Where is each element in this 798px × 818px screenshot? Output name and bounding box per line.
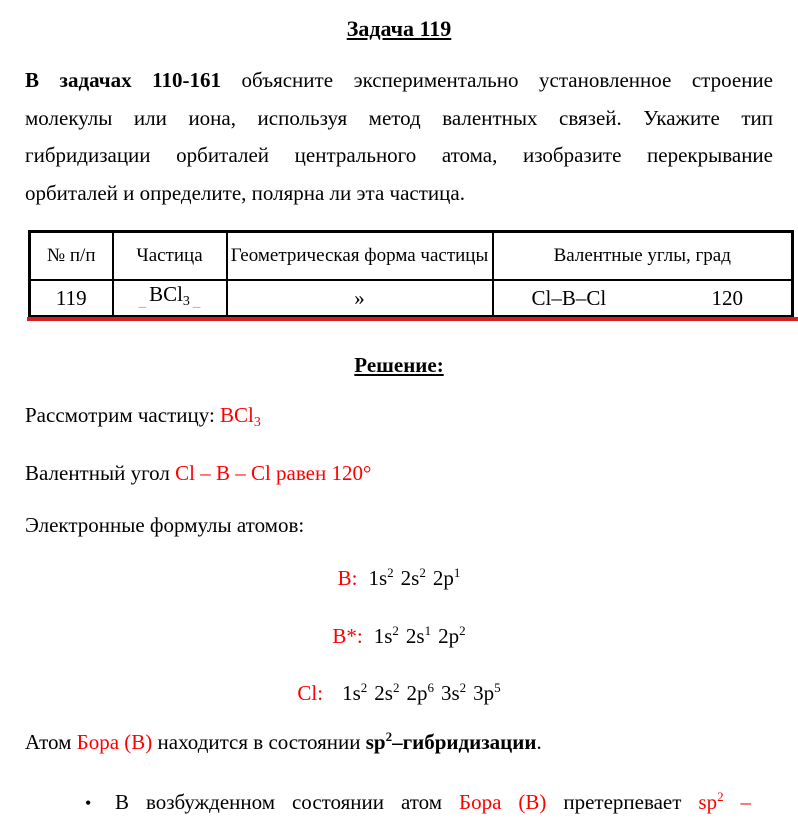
term-base: 3p [473, 680, 495, 705]
cell-particle [113, 280, 227, 317]
bullet-sp2-sup: 2 [717, 788, 724, 804]
term-sup: 2 [419, 564, 426, 580]
hybrid-type [366, 730, 537, 754]
hybrid-type-sup: 2 [385, 728, 393, 744]
term-base: 2p [406, 680, 428, 705]
col-header-shape: Геометрическая форма частицы [227, 232, 493, 280]
valence-angle-value: Cl – B – Cl равен 120° [175, 460, 372, 485]
hybrid-element: Бора (B) [76, 729, 153, 754]
intro-line-4: орбиталей и определите, полярна ли эта частица. [25, 180, 465, 205]
angle-bonds: Cl–B–Cl [531, 285, 607, 310]
term-base: 2s [374, 680, 393, 705]
col-header-num: № п/п [30, 232, 113, 280]
formula-term [374, 681, 399, 705]
formula-term [374, 624, 399, 648]
hybrid-pre: Атом [25, 729, 72, 754]
intro-line-1-rest: объясните экспериментально установленное строение [241, 68, 773, 92]
formula-term [406, 624, 431, 648]
table-header-row [30, 232, 793, 280]
term-sup: 2 [392, 679, 400, 695]
stray-mark-left: _ [138, 293, 147, 310]
term-base: 2p [438, 623, 460, 648]
term-sup: 6 [427, 679, 434, 695]
term-base: 2s [400, 565, 420, 590]
bullet-element: Бора (B) [459, 789, 547, 814]
consider-label: Рассмотрим частицу: [25, 402, 215, 427]
hybridization-line [25, 729, 773, 758]
formula-term [342, 681, 367, 705]
term-base: 1s [368, 565, 388, 590]
bullet-text-1: В возбужденном состоянии атом [115, 789, 443, 814]
task-table [28, 230, 794, 318]
term-base: 2s [405, 623, 425, 648]
intro-lead: В задачах 110-161 [25, 68, 221, 92]
solution-heading: Решение: [354, 352, 444, 377]
red-divider [27, 317, 798, 321]
electron-formula-b [25, 563, 773, 596]
formula-term [441, 681, 466, 705]
bullet-sp2 [698, 790, 723, 814]
consider-particle-line [25, 403, 773, 435]
intro-line-1 [25, 62, 773, 100]
document-page [0, 15, 798, 814]
term-sup: 5 [494, 679, 501, 695]
consider-formula-base: BCl [220, 402, 254, 427]
angle-value: 120 [711, 285, 743, 310]
term-sup: 2 [387, 564, 394, 580]
term-sup: 2 [459, 679, 467, 695]
hybrid-mid: находится в состоянии [157, 729, 361, 754]
particle-formula-sub: 3 [182, 293, 190, 309]
hybrid-type-tail: –гибридизации [392, 729, 537, 754]
formula-term [433, 566, 461, 590]
term-base: 2p [432, 565, 454, 590]
table-data-row [30, 280, 793, 317]
intro-line-3: гибридизации орбиталей центрального атома, изобразите перекрывание [25, 143, 773, 167]
formula-term [406, 681, 434, 705]
term-base: 3s [440, 680, 460, 705]
formula-term [401, 566, 426, 590]
formula-term [438, 624, 466, 648]
hybrid-type-base: sp [365, 729, 386, 754]
term-sup: 2 [360, 679, 368, 695]
stray-mark-right: _ [192, 293, 201, 310]
consider-formula [220, 402, 261, 430]
formula-label-cl: Cl: [297, 680, 324, 705]
cell-angles [493, 280, 793, 317]
col-header-angles: Валентные углы, град [493, 232, 793, 280]
angles-cell-content [494, 285, 792, 311]
particle-formula-base: BCl [149, 281, 183, 306]
task-title: Задача 119 [346, 16, 452, 41]
bullet-sp2-base: sp [698, 789, 718, 814]
bullet-icon: • [85, 792, 92, 813]
term-base: 1s [342, 680, 361, 705]
term-base: 1s [373, 623, 393, 648]
cell-shape: » [227, 280, 493, 317]
term-sup: 1 [453, 564, 461, 580]
electron-formulas-heading: Электронные формулы атомов: [25, 512, 305, 537]
bullet-text-2: претерпевает [563, 789, 682, 814]
hybrid-period: . [536, 729, 542, 754]
intro-paragraph [25, 62, 773, 212]
bullet-item [25, 789, 773, 818]
intro-line-2: молекулы или иона, используя метод валентных связей. Укажите тип [25, 105, 773, 130]
formula-label-b: B: [337, 565, 358, 590]
term-sup: 2 [392, 622, 399, 638]
formula-label-b-excited: B*: [332, 623, 363, 648]
consider-formula-sub: 3 [253, 414, 261, 430]
term-sup: 2 [459, 622, 466, 638]
bullet-dash: – [740, 789, 752, 814]
formula-term [368, 566, 393, 590]
col-header-particle: Частица [113, 232, 227, 280]
valence-angle-label: Валентный угол [25, 460, 170, 485]
electron-formula-b-excited [25, 621, 773, 654]
term-sup: 1 [424, 622, 432, 638]
cell-num: 119 [30, 280, 113, 317]
valence-angle-line [25, 461, 773, 485]
electron-formula-cl [25, 678, 773, 711]
formula-term [473, 681, 501, 705]
